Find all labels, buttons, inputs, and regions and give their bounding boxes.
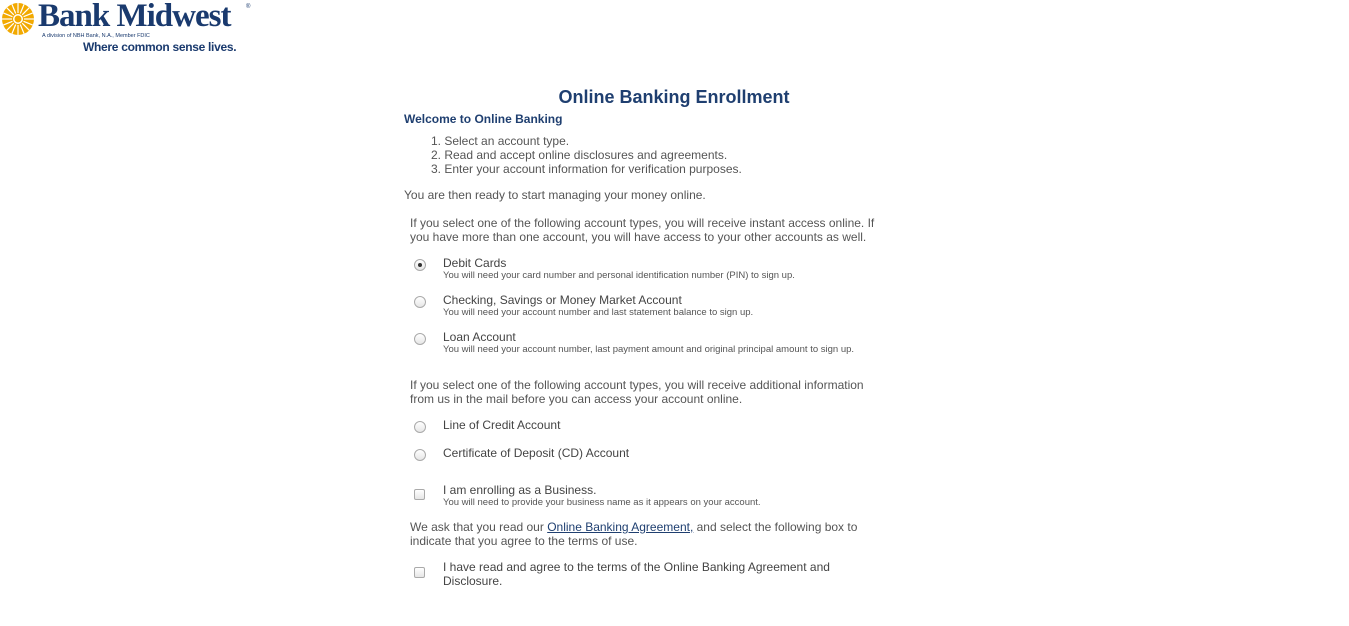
certificate-of-deposit-label[interactable]: Certificate of Deposit (CD) Account: [443, 446, 630, 460]
logo-name: Bank Midwest: [38, 0, 231, 34]
checking-savings-description: You will need your account number and last statement balance to sign up.: [443, 307, 754, 318]
loan-account-description: You will need your account number, last payment amount and original principal amount to sign up.: [443, 344, 855, 355]
business-checkbox[interactable]: [414, 489, 425, 500]
steps-list: [431, 134, 742, 176]
agreement-intro: [410, 520, 880, 548]
online-banking-agreement-link[interactable]: Online Banking Agreement,: [547, 520, 694, 534]
step-item: 1. Select an account type.: [431, 134, 570, 148]
step-item: 2. Read and accept online disclosures and agreements.: [431, 148, 728, 162]
agree-terms-checkbox[interactable]: [414, 567, 425, 578]
step-item: 3. Enter your account information for verification purposes.: [431, 162, 742, 176]
line-of-credit-radio[interactable]: [414, 421, 426, 433]
agreement-text-after: and select the following box to indicate that you agree to the terms of use.: [410, 520, 858, 548]
business-label[interactable]: I am enrolling as a Business.: [443, 483, 597, 497]
logo-registered-mark: ®: [246, 4, 251, 10]
debit-cards-radio[interactable]: [414, 259, 426, 271]
loan-account-radio[interactable]: [414, 333, 426, 345]
agreement-text-before: We ask that you read our: [410, 520, 548, 534]
logo-division-text: A division of NBH Bank, N.A., Member FDIC: [42, 33, 150, 39]
logo-tagline: Where common sense lives.: [83, 40, 237, 54]
bank-logo[interactable]: [0, 0, 260, 56]
checking-savings-label[interactable]: Checking, Savings or Money Market Account: [443, 293, 682, 307]
certificate-of-deposit-radio[interactable]: [414, 449, 426, 461]
debit-cards-label[interactable]: Debit Cards: [443, 256, 507, 270]
checking-savings-radio[interactable]: [414, 296, 426, 308]
sun-logo-icon: [1, 2, 35, 36]
loan-account-label[interactable]: Loan Account: [443, 330, 516, 344]
agree-terms-label[interactable]: I have read and agree to the terms of the Online Banking Agreement and Disclosure.: [443, 560, 830, 588]
line-of-credit-label[interactable]: Line of Credit Account: [443, 418, 561, 432]
welcome-heading: Welcome to Online Banking: [404, 112, 563, 126]
business-description: You will need to provide your business name as it appears on your account.: [443, 497, 761, 508]
instant-access-intro: If you select one of the following account types, you will receive instant access online. If you have more than one account, you will have access to your other accounts as well.: [410, 216, 875, 244]
mail-access-intro: If you select one of the following account types, you will receive additional information from us in the mail before you can access your account online.: [410, 378, 864, 406]
ready-text: You are then ready to start managing your money online.: [404, 188, 706, 202]
debit-cards-description: You will need your card number and personal identification number (PIN) to sign up.: [443, 270, 795, 281]
page-title: Online Banking Enrollment: [558, 87, 790, 107]
